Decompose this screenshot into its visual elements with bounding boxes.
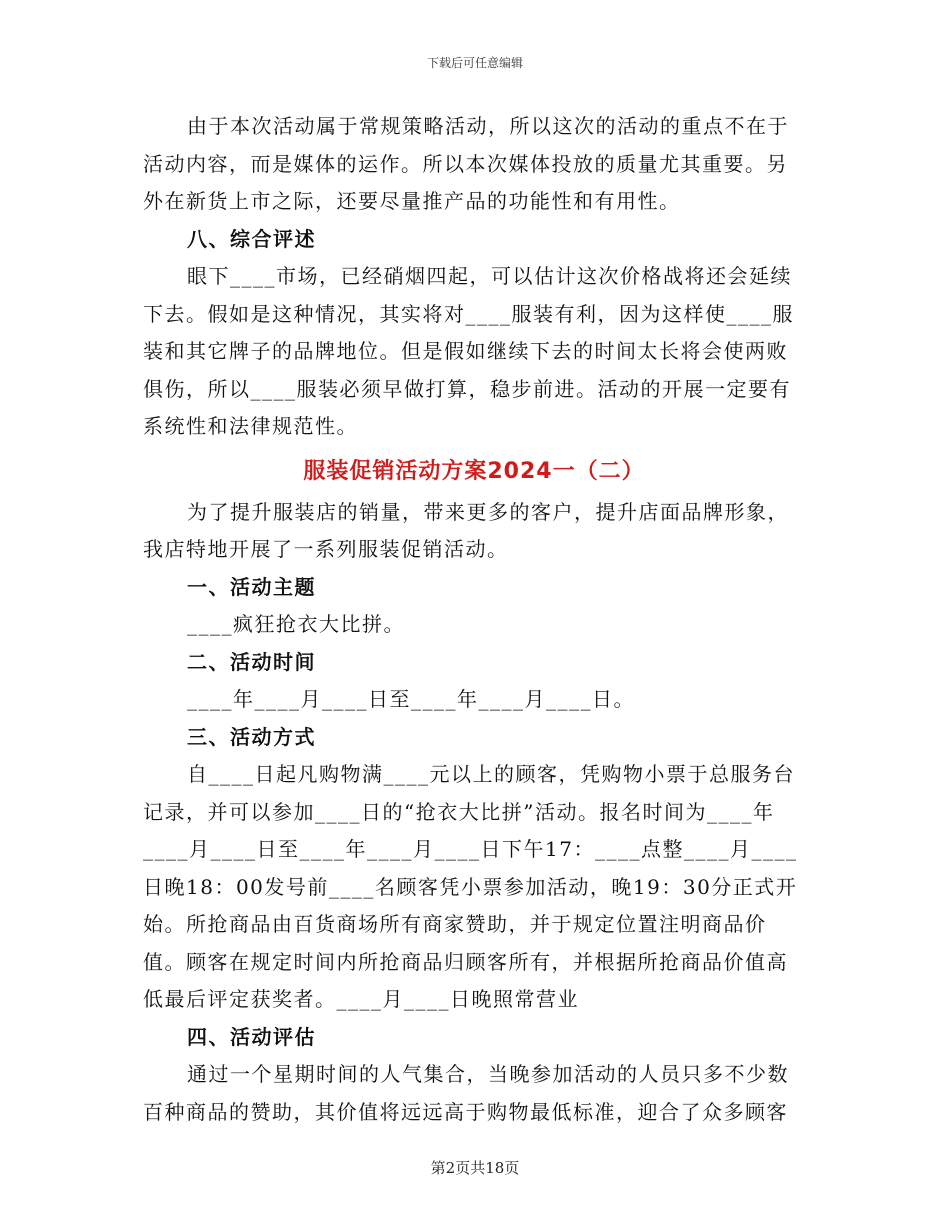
- heading-summary-review: 八、综合评述: [187, 226, 316, 251]
- paragraph-intro: 为了提升服装店的销量，带来更多的客户，提升店面品牌形象，我店特地开展了一系列服装促销活动。: [143, 499, 789, 561]
- page-footer: 第2页共18页: [430, 1159, 520, 1177]
- document-body: [143, 108, 805, 1131]
- heading-activity-evaluation: 四、活动评估: [187, 1024, 316, 1049]
- paragraph-activity-time: ____年____月____日至____年____月____日。: [187, 687, 635, 711]
- document-title: 服装促销活动方案2024一（二）: [303, 458, 645, 484]
- heading-activity-method: 三、活动方式: [187, 724, 316, 749]
- paragraph-activity-evaluation: 通过一个星期时间的人气集合，当晚参加活动的人员只多不少数百种商品的赞助，其价值将远远高于购物最低标准，迎合了众多顾客: [143, 1062, 789, 1124]
- page-header: 下载后可任意编辑: [426, 56, 523, 70]
- paragraph-summary-review: 眼下____市场，已经硝烟四起，可以估计这次价格战将还会延续下去。假如是这种情况，其实将对____服装有利，因为这样使____服装和其它牌子的品牌地位。但是假如继续下去的时间太长将会使两败俱伤，所以____服装必须早做打算，稳步前进。活动的开展一定要有系统性和法律规范性。: [143, 264, 794, 438]
- paragraph-media-strategy: 由于本次活动属于常规策略活动，所以这次的活动的重点不在于活动内容，而是媒体的运作。所以本次媒体投放的质量尤其重要。另外在新货上市之际，还要尽量推产品的功能性和有用性。: [143, 114, 789, 213]
- paragraph-activity-theme: ____疯狂抢衣大比拼。: [187, 612, 405, 636]
- heading-activity-time: 二、活动时间: [187, 649, 316, 674]
- heading-activity-theme: 一、活动主题: [187, 574, 316, 599]
- paragraph-activity-method: 自____日起凡购物满____元以上的顾客，凭购物小票于总服务台记录，并可以参加____日的“抢衣大比拼”活动。报名时间为____年____月____日至____年____月____日下午17：____点整____月____日晚18：00发号前____名顾客凭小票参加活动，晚19：30分正式开始。所抢商品由百货商场所有商家赞助，并于规定位置注明商品价值。顾客在规定时间内所抢商品归顾客所有，并根据所抢商品价值高低最后评定获奖者。____月____日晚照常营业: [143, 762, 798, 1011]
